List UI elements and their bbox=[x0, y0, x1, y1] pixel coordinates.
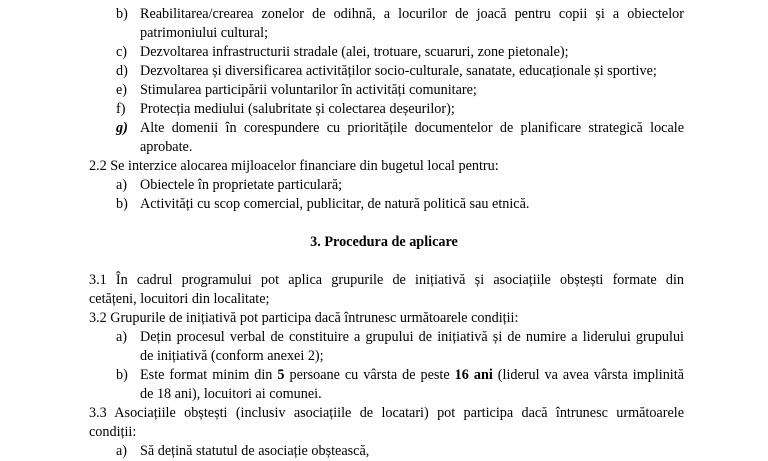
section-3-3-item-a: Să dețină statutul de asociație obștească, bbox=[140, 443, 370, 459]
text-run: (liderul va avea vârsta implinită bbox=[492, 367, 684, 383]
section-2-2-item-b: Activități cu scop comercial, publicitar, de natură politică sau etnică. bbox=[140, 196, 530, 212]
age-value: 16 ani bbox=[454, 367, 493, 383]
section-3-2: 3.2 Grupurile de inițiativă pot participa dacă întrunesc următoarele condiții: bbox=[89, 310, 519, 326]
section-3-1-line1: 3.1 În cadrul programului pot aplica grupurile de inițiativă și asociațiile obștești formate din bbox=[89, 272, 684, 288]
section-heading: 3. Procedura de aplicare bbox=[310, 234, 458, 250]
section-3-3-line1: 3.3 Asociațiile obștești (inclusiv asociațiile de locatari) pot participa dacă întrunesc următoarele bbox=[89, 405, 684, 421]
list-item-g-line2: aprobate. bbox=[140, 139, 193, 155]
list-item-g-line1: Alte domenii în corespundere cu prioritățile documentelor de planificare strategică locale bbox=[140, 120, 684, 136]
section-2-2-label-a: a) bbox=[116, 177, 128, 193]
section-3-3-line2: condiții: bbox=[89, 424, 137, 440]
section-3-3-label-a: a) bbox=[116, 443, 128, 459]
list-label-b: b) bbox=[116, 6, 128, 22]
list-item-f: Protecția mediului (salubritate și colectarea deșeurilor); bbox=[140, 101, 455, 117]
section-3-2-label-a: a) bbox=[116, 329, 128, 345]
list-item-e: Stimularea participării voluntarilor în activități comunitare; bbox=[140, 82, 477, 98]
section-3-2-item-a-line2: de inițiativă (conform anexei 2); bbox=[140, 348, 324, 364]
text-run: persoane cu vârsta de peste bbox=[284, 367, 455, 383]
list-item-c: Dezvoltarea infrastructurii stradale (alei, trotuare, scuaruri, zone pietonale); bbox=[140, 44, 569, 60]
list-label-g: g) bbox=[116, 120, 128, 136]
section-2-2-item-a: Obiectele în proprietate particulară; bbox=[140, 177, 343, 193]
section-3-2-item-a-line1: Dețin procesul verbal de constituire a grupului de inițiativă și de numire a liderului grupului bbox=[140, 329, 684, 345]
list-label-e: e) bbox=[116, 82, 128, 98]
text-run: Este format minim din bbox=[140, 367, 278, 383]
section-3-2-item-b-line2: de 18 ani), locuitori ai comunei. bbox=[140, 386, 322, 402]
section-3-2-item-b-line1 bbox=[140, 366, 684, 385]
list-label-d: d) bbox=[116, 63, 128, 79]
list-item-d: Dezvoltarea și diversificarea activităților socio-culturale, sanatate, educaționale și sportive; bbox=[140, 63, 657, 79]
section-3-1-line2: cetățeni, locuitori din localitate; bbox=[89, 291, 270, 307]
list-item-b-line1: Reabilitarea/crearea zonelor de odihnă, a locurilor de joacă pentru copii și a obiectelor bbox=[140, 6, 684, 22]
person-count: 5 bbox=[277, 367, 285, 383]
section-2-2-label-b: b) bbox=[116, 196, 128, 212]
list-label-f: f) bbox=[116, 101, 126, 117]
section-2-2: 2.2 Se interzice alocarea mijloacelor financiare din bugetul local pentru: bbox=[89, 158, 499, 174]
section-3-2-label-b: b) bbox=[116, 367, 128, 383]
list-label-c: c) bbox=[116, 44, 128, 60]
list-item-b-line2: patrimoniului cultural; bbox=[140, 25, 269, 41]
